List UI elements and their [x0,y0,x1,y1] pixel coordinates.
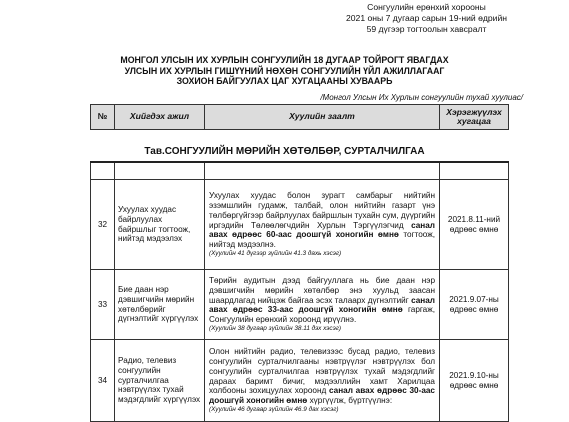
header-no: № [91,105,115,130]
row-number: 33 [91,270,115,340]
provision-deadline-text: санал авах өдрөөс 60-аас доошгүй хоногийн өмнө [209,220,435,240]
provision-text-tail: тогтоож, нийтэд мэдээлнэ. [209,230,435,249]
row-deadline: 2021.9.07-ны өдрөөс өмнө [440,270,509,340]
row-deadline: 2021.9.10-ны өдрөөс өмнө [440,340,509,422]
approval-note [346,2,507,35]
row-deadline: 2021.8.11-ний өдрөөс өмнө [440,180,509,270]
top-spacer-row [91,162,509,180]
approval-line-2: 2021 оны 7 дугаар сарын 19-ний өдрийн [346,13,507,23]
schedule-header-table [90,104,509,130]
row-law-provision [205,180,440,270]
schedule-table [90,161,509,422]
header-law: Хуулийн заалт [205,105,440,130]
row-activity: Бие даан нэр дэвшигчийн мөрийн хөтөлбөрийг дүгнэлтийг хүргүүлэх [115,270,205,340]
provision-text-tail: гаргаж, Сонгуулийн ерөнхий хороонд ирүүлнэ. [209,305,435,325]
provision-deadline-text: санал авах өдрөөс 33-аас доошгүй хоногийн өмнө [209,295,435,315]
provision-text: Ухуулах хуудас болон зурагт самбарыг нийтийн эзэмшлийн гудамж, талбай, олон нийтийн газарт үнэ төлбөргүйгээр байрлуулах байршлын тухайн сум, дүүргийн иргэдийн Төлөөлөгчдийн Хурлын Тэргүүлэгчид [209,191,435,230]
row-law-provision [205,340,440,422]
table-row [91,340,509,422]
title-line-3: ЗОХИОН БАЙГУУЛАХ ЦАГ ХУГАЦААНЫ ХУВААРЬ [176,76,393,86]
title-line-1: МОНГОЛ УЛСЫН ИХ ХУРЛЫН СОНГУУЛИЙН 18 ДУГААР ТОЙРОГТ ЯВАГДАХ [120,55,449,65]
approval-line-3: 59 дүгээр тогтоолын хавсралт [366,24,487,34]
provision-reference: (Хуулийн 41 дүгээр зүйлийн 41.3 дахь хэсэг) [209,249,342,257]
row-activity: Ухуулах хуудас байрлуулах байршлыг тогтоож, нийтэд мэдээлэх [115,180,205,270]
table-row [91,270,509,340]
row-number: 34 [91,340,115,422]
title-line-2: УЛСЫН ИХ ХУРЛЫН ГИШҮҮНИЙ НӨХӨН СОНГУУЛИЙН ҮЙЛ АЖИЛЛАГААГ [124,65,445,76]
table-row [91,180,509,270]
approval-line-1: Сонгуулийн ерөнхий хорооны [367,2,486,12]
law-reference: /Монгол Улсын Их Хурлын сонгуулийн тухай хуулиас/ [320,93,523,102]
header-row [91,105,509,130]
document-title [0,55,569,87]
section-title: Тав.СОНГУУЛИЙН МӨРИЙН ХӨТӨЛБӨР, СУРТАЛЧИЛГАА [144,146,425,157]
header-deadline: Хэрэгжүүлэх хугацаа [440,105,509,130]
provision-text: Олон нийтийн радио, телевизээс бусад радио, телевиз сонгуулийн сурталчилгааны нэвтрүүлэг нэвтрүүлэх бол сонгуулийн сурталчилгаа нэвтрүүлэх тухай мэдэгдлийг дараах баримт бичиг, мэдээллийн хамт Харилцаа холбооны зохицуулах хороонд [209,347,435,396]
row-activity: Радио, телевиз сонгуулийн сурталчилгаа нэвтрүүлэх тухай мэдэгдлийг хүргүүлэх [115,340,205,422]
row-law-provision [205,270,440,340]
provision-reference: (Хуулийн 46 дугаар зүйлийн 46.9 дах хэсэг) [209,405,339,413]
provision-text-tail: хүргүүлж, бүртгүүлнэ: [307,395,393,405]
provision-reference: (Хуулийн 38 дугаар зүйлийн 38.11 дэх хэсэг) [209,324,342,332]
provision-text: Төрийн аудитын дээд байгууллага нь бие даан нэр дэвшигчийн мөрийн хөтөлбөр энэ хуульд заасан шаардлагад нийцэж байгаа эсэх талаарх дүгнэлтийг [209,276,435,305]
provision-deadline-text: санал авах өдрөөс 30-аас доошгүй хоногийн өмнө [209,386,435,405]
row-number: 32 [91,180,115,270]
header-activity: Хийгдэх ажил [115,105,205,130]
